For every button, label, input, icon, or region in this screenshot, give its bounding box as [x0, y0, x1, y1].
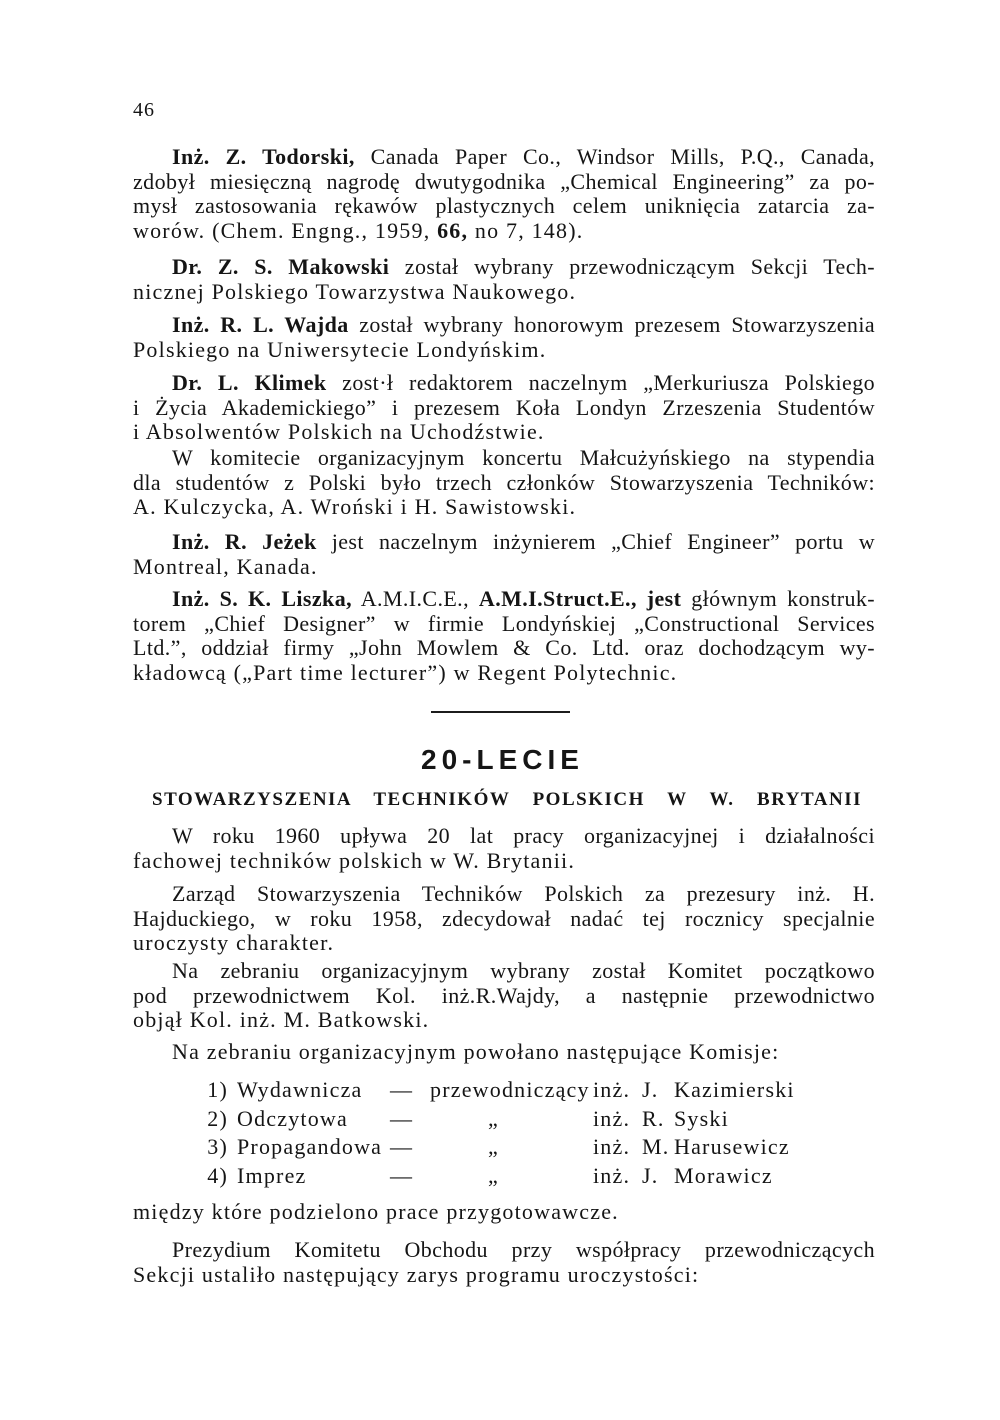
text-segment: i Absolwentów Polskich na Uchodźstwie. [133, 419, 545, 444]
text-line [133, 338, 875, 363]
news-item [133, 371, 875, 445]
person-name: Dr. L. Klimek [172, 370, 327, 395]
text-segment: i Życia Akademickiego” i prezesem Koła Londyn Zrzeszenia Studentów [133, 394, 875, 420]
text-line: Na zebraniu organizacyjnym wybrany został Komitet początkowo [172, 958, 875, 983]
committee-surname: Harusewicz [674, 1134, 790, 1159]
news-item [133, 255, 875, 304]
person-name: Inż. S. K. Liszka, [172, 586, 352, 611]
text-line [133, 219, 875, 244]
person-name: Inż. Z. Todorski, [172, 144, 355, 169]
text-segment: Ltd.”, oddział firmy „John Mowlem & Co. Ltd. oraz dochodzącym wy- [133, 635, 875, 660]
committee-surname: Syski [674, 1105, 729, 1131]
committee-name: Odczytowa [237, 1105, 348, 1131]
text-line [133, 420, 875, 445]
text-segment: mysł zastosowania rękawów plastycznych celem uniknięcia zatarcia za- [133, 193, 875, 218]
text-line [133, 446, 875, 471]
text-segment: został wybrany przewodniczącym Sekcji Tech- [389, 254, 875, 279]
section-paragraph [133, 824, 875, 873]
committee-number: 1) [207, 1077, 228, 1102]
page-number: 46 [133, 99, 155, 121]
section-paragraph [133, 882, 875, 956]
committee-row [200, 1076, 840, 1105]
text-line: Na zebraniu organizacyjnym powołano następujące Komisje: [172, 1039, 780, 1064]
committee-dash: — [390, 1162, 414, 1188]
committee-name: Wydawnicza [237, 1077, 363, 1102]
committees-outro [133, 1200, 875, 1225]
committee-dash: — [390, 1105, 414, 1131]
news-item [133, 145, 875, 243]
text-line: Sekcji ustaliło następujący zarys programu uroczystości: [133, 1261, 700, 1287]
committee-name: Propagandowa [237, 1134, 383, 1159]
volume-number: 66, [437, 217, 469, 243]
text-line [133, 587, 875, 612]
text-line: Hajduckiego, w roku 1958, zdecydował nadać tej rocznicy specjalnie [133, 905, 875, 931]
text-line [133, 255, 875, 280]
text-line [133, 313, 875, 338]
committee-number: 4) [207, 1162, 228, 1188]
text-line [133, 471, 875, 496]
committee-initial: M. [642, 1134, 670, 1159]
text-line [133, 280, 875, 305]
text-segment: A. Kulczycka, A. Wroński i H. Sawistowski. [133, 494, 577, 519]
committee-row [200, 1162, 840, 1191]
text-segment: A.M.I.C.E., [352, 586, 479, 611]
committee-initial: J. [642, 1077, 659, 1102]
committee-table [200, 1076, 840, 1190]
section-title: 20-LECIE [421, 744, 584, 775]
text-line [133, 555, 875, 580]
text-segment: nicznej Polskiego Towarzystwa Naukowego. [133, 278, 577, 304]
section-subtitle: STOWARZYSZENIA TECHNIKÓW POLSKICH W W. BRYTANII [152, 789, 862, 810]
text-segment: kładowcą („Part time lecturer”) w Regent Polytechnic. [133, 659, 678, 685]
committee-initial: R. [642, 1105, 665, 1131]
committee-number: 2) [207, 1105, 228, 1131]
committee-title: inż. [593, 1162, 631, 1188]
text-line [133, 612, 875, 637]
text-segment: torem „Chief Designer” w firmie Londyńskiej „Constructional Services [133, 610, 875, 636]
news-item [133, 587, 875, 685]
section-paragraph [133, 959, 875, 1033]
committee-title: inż. [593, 1134, 631, 1159]
person-name: Dr. Z. S. Makowski [172, 254, 390, 279]
text-line: między które podzielono prace przygotowawcze. [133, 1199, 619, 1224]
committee-name: Imprez [237, 1162, 307, 1188]
text-line [133, 530, 875, 555]
ditto-mark: „ [488, 1162, 499, 1188]
text-line: fachowej techników polskich w W. Brytanii. [133, 847, 576, 873]
text-line: Prezydium Komitetu Obchodu przy współpracy przewodniczących [172, 1237, 875, 1262]
committee-title: inż. [593, 1105, 631, 1131]
committees-intro [133, 1040, 875, 1065]
committee-row [200, 1133, 840, 1162]
news-item [133, 313, 875, 362]
text-line: W roku 1960 upływa 20 lat pracy organizacyjnej i działalności [172, 823, 875, 848]
ditto-mark: „ [488, 1134, 499, 1159]
committee-chair: przewodniczący [430, 1077, 590, 1102]
text-line [133, 170, 875, 195]
person-name: Inż. R. Jeżek [172, 529, 317, 554]
text-segment: worów. (Chem. Engng., 1959, [133, 217, 438, 243]
news-item [133, 446, 875, 520]
text-line [133, 194, 875, 219]
text-segment: głównym konstruk- [681, 586, 876, 611]
committee-dash: — [390, 1077, 414, 1102]
ditto-mark: „ [488, 1105, 499, 1131]
text-line: uroczysty charakter. [133, 930, 335, 955]
text-segment: zdobył miesięczną nagrodę dwutygodnika „Chemical Engineering” za po- [133, 168, 875, 194]
text-segment: W komitecie organizacyjnym koncertu Małcużyńskiego na stypendia [172, 445, 875, 470]
section-divider [431, 711, 570, 713]
committee-initial: J. [642, 1162, 659, 1188]
text-segment: no 7, 148). [468, 217, 584, 243]
text-line [133, 661, 875, 686]
text-segment: Polskiego na Uniwersytecie Londyńskim. [133, 336, 547, 362]
news-item [133, 530, 875, 579]
section-paragraph [133, 1238, 875, 1287]
text-line [133, 371, 875, 396]
text-line [133, 145, 875, 170]
text-segment: Canada Paper Co., Windsor Mills, P.Q., Canada, [354, 144, 876, 169]
text-segment: dla studentów z Polski było trzech członków Stowarzyszenia Techników: [133, 469, 875, 495]
qualification: A.M.I.Struct.E., jest [478, 586, 682, 611]
text-segment: został wybrany honorowym prezesem Stowarzyszenia [348, 312, 875, 337]
text-line: objął Kol. inż. M. Batkowski. [133, 1007, 430, 1032]
person-name: Inż. R. L. Wajda [172, 312, 349, 337]
committee-title: inż. [593, 1077, 631, 1102]
committee-surname: Kazimierski [674, 1077, 795, 1102]
text-line [133, 396, 875, 421]
text-line: Zarząd Stowarzyszenia Techników Polskich za prezesury inż. H. [172, 881, 875, 906]
text-segment: jest naczelnym inżynierem „Chief Engineer” portu w [316, 529, 875, 554]
text-segment: Montreal, Kanada. [133, 553, 318, 579]
committee-dash: — [390, 1134, 414, 1159]
text-line: pod przewodnictwem Kol. inż.R.Wajdy, a następnie przewodnictwo [133, 982, 875, 1008]
committee-surname: Morawicz [674, 1162, 773, 1188]
text-line [133, 636, 875, 661]
committee-number: 3) [207, 1134, 228, 1159]
text-segment: zost·ł redaktorem naczelnym „Merkuriusza Polskiego [326, 370, 875, 395]
committee-row [200, 1105, 840, 1134]
text-line [133, 495, 875, 520]
